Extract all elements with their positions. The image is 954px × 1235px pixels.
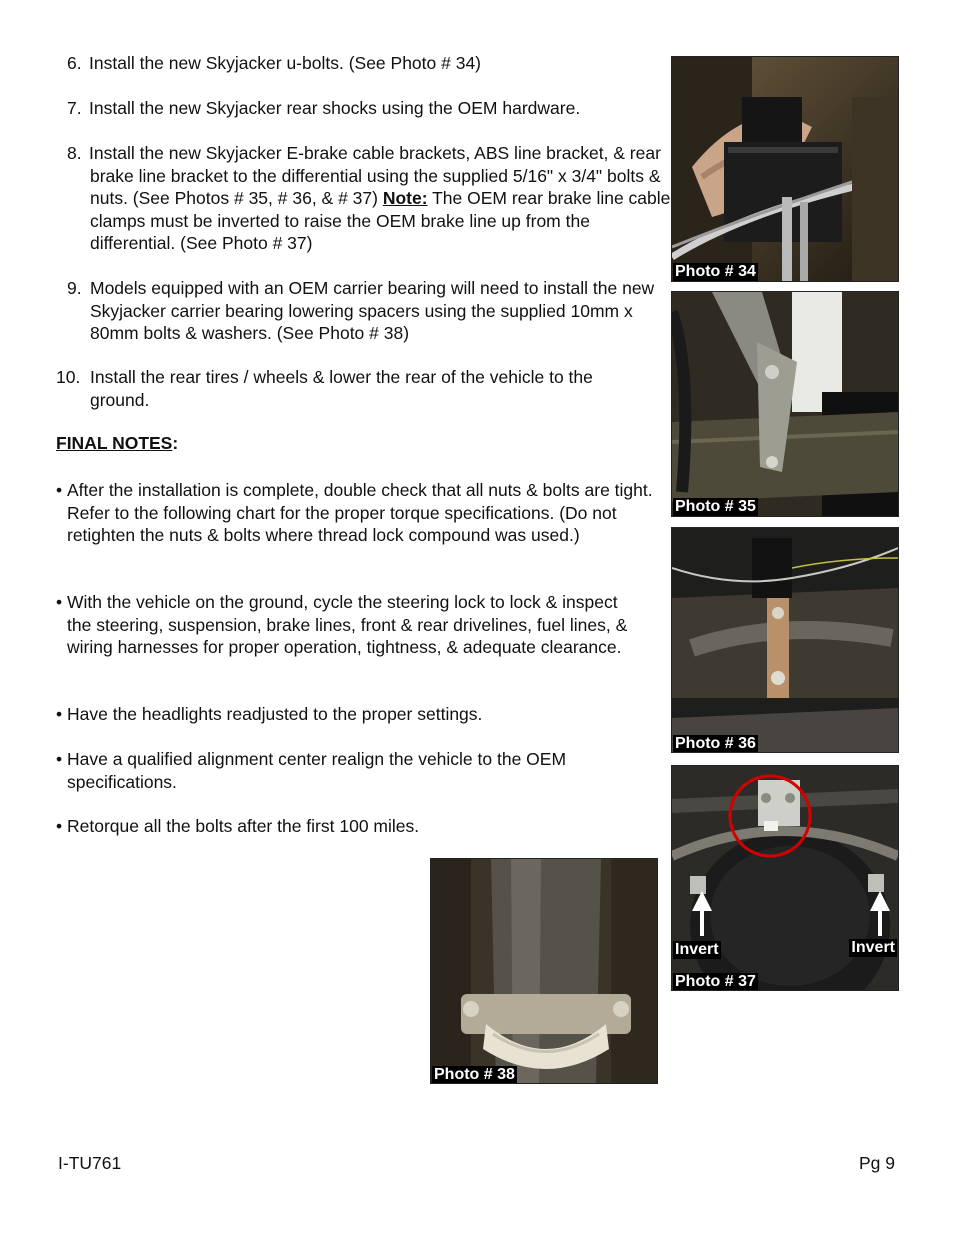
invert-label-left: Invert bbox=[675, 941, 719, 958]
step-7 bbox=[56, 97, 666, 120]
step-10 bbox=[56, 366, 656, 411]
final-notes-heading: FINAL NOTES: bbox=[56, 433, 179, 453]
step-9-text: Models equipped with an OEM carrier bearing will need to install the new Skyjacker carrier bearing lowering spacers using the supplied 10mm x 80mm bolts & washers. (See Photo # 38) bbox=[90, 278, 655, 343]
photo-38-caption: Photo # 38 bbox=[434, 1066, 515, 1083]
footer-doc-id: I-TU761 bbox=[58, 1153, 122, 1173]
note-bullet-5 bbox=[56, 815, 666, 838]
step-8 bbox=[56, 142, 671, 255]
note-bullet-4 bbox=[56, 748, 626, 793]
bullet-marker: • bbox=[56, 592, 63, 612]
step-6-text: Install the new Skyjacker u-bolts. (See Photo # 34) bbox=[89, 53, 482, 73]
note-text: Have the headlights readjusted to the proper settings. bbox=[67, 704, 483, 724]
step-10-text: Install the rear tires / wheels & lower the rear of the vehicle to the ground. bbox=[90, 367, 593, 410]
step-6 bbox=[56, 52, 666, 75]
bullet-marker: • bbox=[56, 816, 63, 836]
step-9 bbox=[56, 277, 668, 345]
note-text: Retorque all the bolts after the first 100 miles. bbox=[67, 816, 420, 836]
invert-label-right: Invert bbox=[851, 939, 895, 956]
photo-35 bbox=[671, 291, 899, 517]
note-text: After the installation is complete, double check that all nuts & bolts are tight. Refer to the following chart for the proper torque specifications. (Do not retighten the nuts & bolts where thread lock compound was used.) bbox=[67, 480, 653, 545]
step-6-number: 6. bbox=[67, 53, 82, 73]
photo-35-caption: Photo # 35 bbox=[675, 498, 756, 515]
photo-38-image bbox=[431, 859, 657, 1083]
photo-34-caption: Photo # 34 bbox=[675, 263, 756, 280]
step-8-note-label: Note: bbox=[382, 188, 428, 208]
step-7-number: 7. bbox=[67, 98, 82, 118]
note-bullet-3 bbox=[56, 703, 666, 726]
bullet-marker: • bbox=[56, 480, 63, 500]
step-7-text: Install the new Skyjacker rear shocks using the OEM hardware. bbox=[89, 98, 581, 118]
photo-37 bbox=[671, 765, 899, 991]
note-text: Have a qualified alignment center realign the vehicle to the OEM specifications. bbox=[67, 749, 567, 792]
footer-page-number: Pg 9 bbox=[859, 1153, 895, 1173]
photo-36-caption: Photo # 36 bbox=[675, 735, 756, 752]
photo-35-image bbox=[672, 292, 898, 516]
photo-36-image bbox=[672, 528, 898, 752]
note-bullet-1 bbox=[56, 479, 661, 547]
step-8-number: 8. bbox=[67, 143, 82, 163]
note-bullet-2 bbox=[56, 591, 641, 659]
step-10-number: 10. bbox=[56, 367, 81, 387]
bullet-marker: • bbox=[56, 749, 63, 769]
bullet-marker: • bbox=[56, 704, 63, 724]
step-9-number: 9. bbox=[67, 278, 82, 298]
step-8-text: Install the new Skyjacker E-brake cable brackets, ABS line bracket, & rear brake line bracket to the differential using the supplied 5/16" x 3/4" bolts & nuts. (See Photos # 35, # 36, & # 37) bbox=[89, 143, 661, 208]
photo-36 bbox=[671, 527, 899, 753]
photo-38 bbox=[430, 858, 658, 1084]
note-text: With the vehicle on the ground, cycle the steering lock to lock & inspect the steering, suspension, brake lines, front & rear drivelines, fuel lines, & wiring harnesses for proper operation, tightness, & adequate clearance. bbox=[67, 592, 628, 657]
photo-34-image bbox=[672, 57, 898, 281]
final-notes-heading-text: FINAL NOTES bbox=[56, 433, 173, 453]
step-8-note-text: The OEM rear brake line cable clamps must be inverted to raise the OEM brake line up from the differential. (See Photo # 37) bbox=[90, 188, 671, 253]
photo-37-caption: Photo # 37 bbox=[675, 973, 756, 990]
photo-34 bbox=[671, 56, 899, 282]
